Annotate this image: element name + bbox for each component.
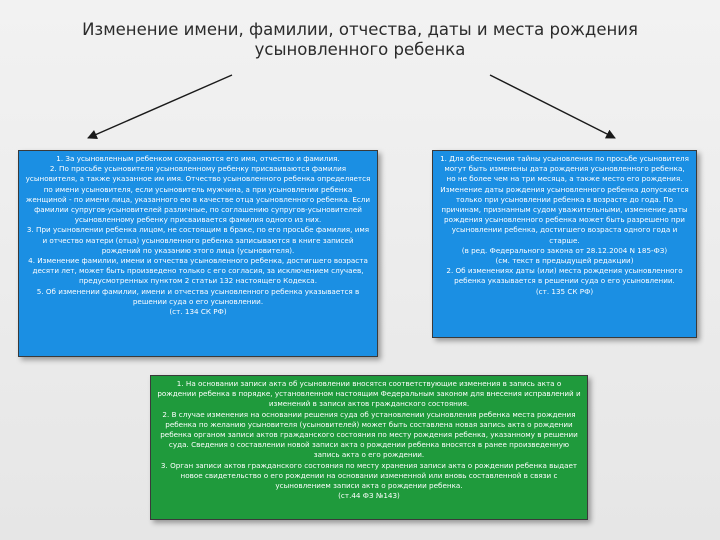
left-citation: (ст. 134 СК РФ) xyxy=(169,307,227,317)
title-line-1: Изменение имени, фамилии, отчества, даты и места рождения xyxy=(82,20,638,39)
left-info-box xyxy=(18,150,378,357)
left-paragraph: 3. При усыновлении ребенка лицом, не состоящим в браке, по его просьбе фамилия, имя и отчество матери (отца) усыновленного ребенка записываются в книге записей рождений по указанию этого лица (усыновителя). xyxy=(26,225,370,255)
right-info-box xyxy=(432,150,697,338)
right-citation: (ст. 135 СК РФ) xyxy=(535,286,594,296)
right-paragraph: (в ред. Федерального закона от 28.12.2004 N 185-ФЗ) xyxy=(461,245,668,255)
bottom-info-box xyxy=(150,375,588,520)
arrow-right xyxy=(490,75,615,138)
left-paragraph: 1. За усыновленным ребенком сохраняются его имя, отчество и фамилия. xyxy=(56,154,340,163)
bottom-citation: (ст.44 ФЗ №143) xyxy=(338,491,400,501)
left-paragraph: 2. По просьбе усыновителя усыновленному ребенку присваиваются фамилия усыновителя, а также указанное им имя. Отчество усыновленного ребенка определяется по имени усыновителя, если усыновитель мужчина, а при усыновлении ребенка женщиной - по имени лица, указанного ею в качестве отца усыновленного ребенка. Если фамилии супругов-усыновителей различные, по соглашению супругов-усыновителей усыновленному ребенку присваивается фамилия одного из них. xyxy=(25,164,371,225)
arrow-left xyxy=(88,75,232,138)
right-paragraph: Изменение даты рождения усыновленного ребенка допускается только при усыновлении ребенка в возрасте до года. По причинам, признанным судом уважительными, изменение даты рождения усыновленного ребенка может быть разрешено при усыновлении ребенка, достигшего возраста одного года и старше. xyxy=(440,184,689,245)
bottom-paragraph: 2. В случае изменения на основании решения суда об установлении усыновления ребенка места рождения ребенка по желанию усыновителя (усыновителей) может быть составлена новая запись акта о рождении ребенка органом записи актов гражданского состояния по месту рождения ребенка, указанному в решении суда. Сведения о составлении новой записи акта о рождении ребенка вносятся в ранее произведенную запись акта о его рождении. xyxy=(160,409,578,460)
right-paragraph: 2. Об изменениях даты (или) места рождения усыновленного ребенка указывается в решении суда о его усыновлении. xyxy=(446,266,683,286)
bottom-paragraph: 1. На основании записи акта об усыновлении вносятся соответствующие изменения в запись акта о рождении ребенка в порядке, установленном настоящим Федеральным законом для внесения исправлений и изменений в записи актов гражданского состояния. xyxy=(157,379,581,409)
title-line-2: усыновленного ребенка xyxy=(254,40,466,59)
right-paragraph: (см. текст в предыдущей редакции) xyxy=(495,256,634,266)
left-paragraph: 4. Изменение фамилии, имени и отчества усыновленного ребенка, достигшего возраста десяти лет, может быть произведено только с его согласия, за исключением случаев, предусмотренных пунктом 2 статьи 132 настоящего Кодекса. xyxy=(28,256,368,286)
bottom-paragraph: 3. Орган записи актов гражданского состояния по месту хранения записи акта о рождении ребенка выдает новое свидетельство о его рождении на основании измененной или вновь составленной в связи с усыновлением записи акта о рождении ребенка. xyxy=(160,460,578,491)
right-paragraph: 1. Для обеспечения тайны усыновления по просьбе усыновителя могут быть изменены дата рождения усыновленного ребенка, но не более чем на три месяца, а также место его рождения. xyxy=(440,154,689,184)
left-paragraph: 5. Об изменении фамилии, имени и отчества усыновленного ребенка указывается в решении суда о его усыновлении. xyxy=(36,286,360,306)
